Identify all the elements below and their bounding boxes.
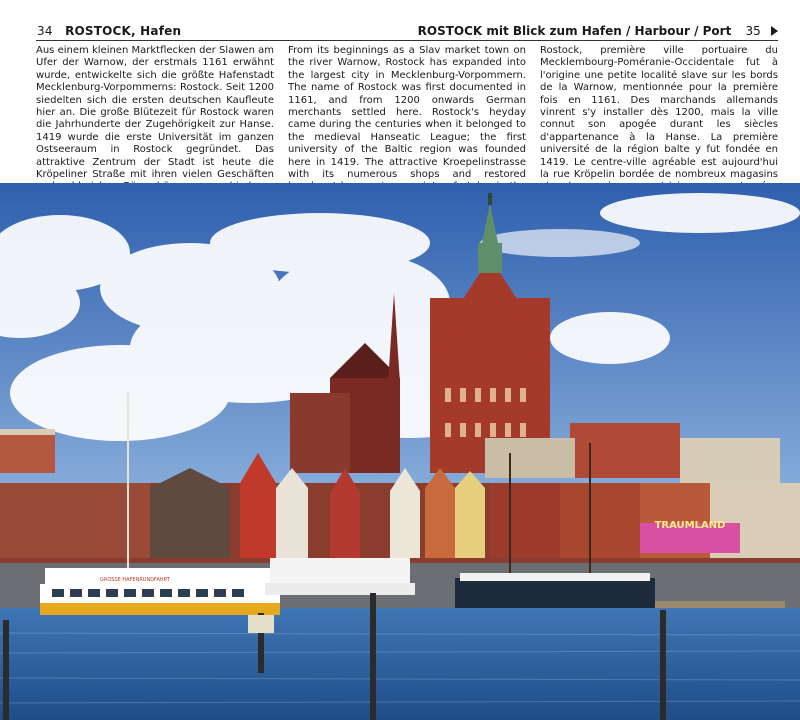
french-text: Rostock, première ville portuaire du Mecklembourg-Poméranie-Occidentale fut à l'origine une petite localité slave sur les bords de la Warnow, mentionnée pour la première fois en 1161. Des marchands allemands vinrent s'y installer dès 1200, mais la ville connut son apogée durant les siècles d'appartenance à la Hanse. La première université de la région balte y fut fondée en 1419. Le centre-ville agréable est aujourd'hui la rue Kröpelin bordée de nombreux magasins xyxy=(540,45,778,181)
header-rule xyxy=(36,40,778,41)
left-page-title: ROSTOCK, Hafen xyxy=(65,24,182,38)
left-page-number: 34 xyxy=(37,24,53,38)
german-text: Aus einem kleinen Marktflecken der Slawen am Ufer der Warnow, der erstmals 1161 erwähnt wurde, entwickelte sich die größte Hafenstadt Mecklenburg-Vorpommerns: Rostock. Seit 1200 siedelten sich die ersten deutschen Kaufleute hier an. Die große Blütezeit für Rostock waren die Jahrhunderte der Zugehörigkeit zur Hanse. 1419 wurde die erste Universität im ganzen Ostseeraum in Rostock gegründet. Das attraktive Zentrum der Stadt ist heute die Kröpeliner Straße mit ihren vielen Geschäften xyxy=(36,45,274,181)
white-tour-boat xyxy=(265,558,415,595)
rostock-harbour-photo xyxy=(0,183,800,720)
left-running-head xyxy=(37,24,181,38)
page-header xyxy=(0,0,800,40)
right-building xyxy=(570,423,680,478)
water xyxy=(0,608,800,720)
right-page-title: ROSTOCK mit Blick zum Hafen / Harbour / Port xyxy=(417,24,732,38)
fair-sign-text: TRAUMLAND xyxy=(654,520,726,531)
ferry-name-text: GROSSE HAFENRUNDFAHRT xyxy=(100,577,170,583)
next-page-arrow-icon xyxy=(771,26,778,36)
english-text: From its beginnings as a Slav market town on the river Warnow, Rostock has expanded into the largest city in Mecklenburg-Vorpommern. The name of Rostock was first documented in 1161, and from 1200 onwards German merchants settled here. Rostock's heyday came during the centuries when it belonged to the medieval Hanseatic League; the first university of the Baltic region was founded here in 1419. The attractive Kroepelinstrasse with its numerous shops and restored xyxy=(288,45,526,181)
right-running-head xyxy=(418,24,778,38)
left-building xyxy=(0,433,55,473)
harbour-ferry xyxy=(40,568,280,615)
right-page-number: 35 xyxy=(745,24,761,38)
